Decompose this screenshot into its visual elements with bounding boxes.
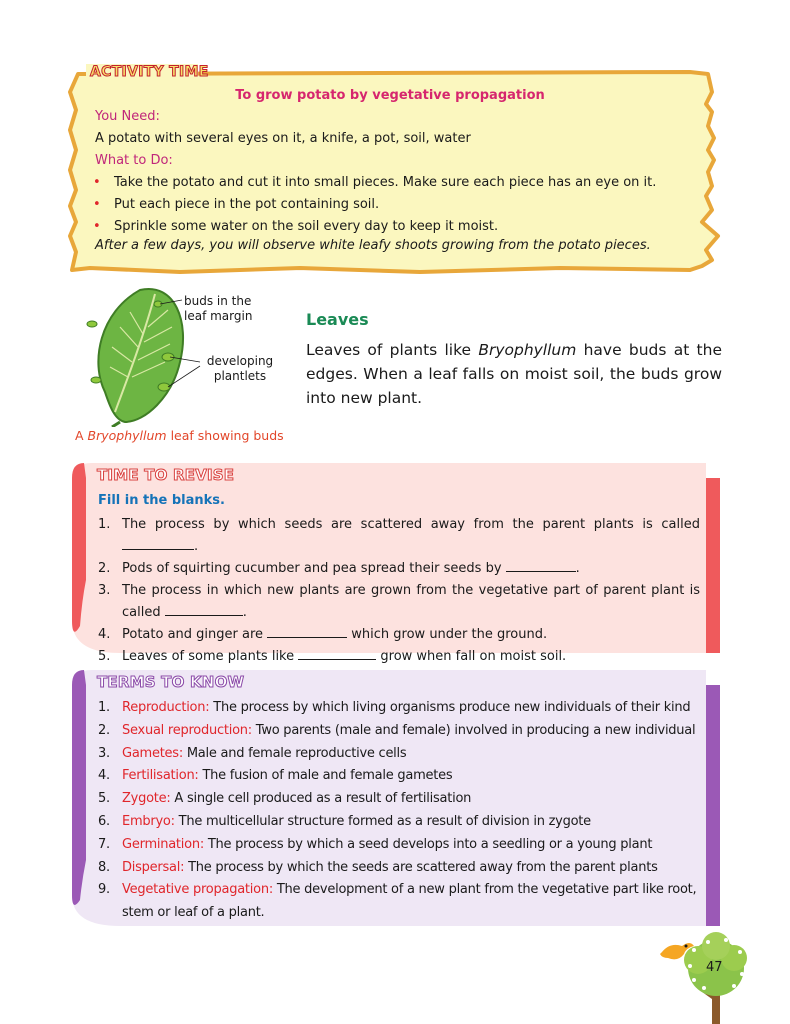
list-item	[98, 514, 700, 558]
term: Zygote:	[122, 791, 171, 807]
item-text: grow when fall on moist soil.	[376, 649, 567, 664]
definition: A single cell produced as a result of fertilisation	[170, 791, 472, 807]
revise-list	[98, 514, 700, 668]
fill-blanks-heading: Fill in the blanks.	[98, 493, 225, 508]
item-number: 7.	[98, 836, 110, 852]
definition: The process by which the seeds are scattered away from the parent plants	[184, 859, 658, 875]
item-text: which grow under the ground.	[347, 627, 548, 642]
term: Sexual reproduction:	[122, 722, 252, 738]
definition: The process by which living organisms produce new individuals of their kind	[209, 700, 691, 715]
activity-time-label: ACTIVITY TIME	[90, 64, 209, 80]
term: Embryo:	[122, 813, 175, 829]
item-number: 9.	[98, 882, 110, 898]
item-number: 5.	[98, 649, 111, 664]
definition: The process by which a seed develops into a seedling or a young plant	[203, 836, 653, 852]
blank-line	[165, 603, 243, 616]
definition: The development of a new plant from the vegetative part like root, stem or leaf of a plant.	[122, 882, 697, 921]
list-item	[98, 624, 700, 646]
item-text: The process in which new plants are grown from the vegetative part of parent plant is called	[122, 583, 700, 620]
text-part: have buds at the edges. When a leaf falls on moist soil, the buds grow into new plant.	[306, 341, 722, 407]
item-number: 1.	[98, 700, 110, 715]
text-part: Leaves of plants like	[306, 341, 479, 359]
definition: Male and female reproductive cells	[182, 745, 407, 761]
list-item	[98, 580, 700, 624]
definition: The fusion of male and female gametes	[198, 768, 453, 784]
terms-list	[98, 697, 706, 925]
item-text: .	[575, 561, 580, 576]
term: Dispersal:	[122, 859, 185, 875]
list-item	[98, 788, 706, 811]
item-number: 3.	[98, 745, 110, 761]
label-line: developing	[206, 354, 274, 368]
list-item	[98, 697, 706, 720]
page-number-tree-icon	[650, 930, 760, 1024]
list-item	[98, 811, 706, 834]
leaves-heading: Leaves	[306, 310, 369, 329]
activity-title: To grow potato by vegetative propagation	[235, 88, 545, 103]
blank-line	[122, 537, 194, 550]
time-to-revise-label: TIME TO REVISE	[97, 466, 235, 484]
item-text: Potato and ginger are	[122, 627, 268, 642]
list-item	[98, 765, 706, 788]
term: Germination:	[122, 836, 204, 852]
step-text: Sprinkle some water on the soil every day to keep it moist.	[114, 219, 499, 234]
item-text: Leaves of some plants like	[122, 649, 299, 664]
term: Vegetative propagation:	[122, 882, 273, 898]
definition: Two parents (male and female) involved in producing a new individual	[251, 722, 696, 738]
list-item	[98, 743, 706, 766]
label-line: plantlets	[213, 369, 267, 383]
list-item	[98, 558, 700, 580]
blank-line	[298, 647, 376, 660]
term: Fertilisation:	[122, 768, 199, 784]
bullet-icon: •	[93, 219, 101, 234]
item-number: 4.	[98, 627, 111, 642]
item-number: 4.	[98, 768, 110, 784]
label-line: buds in the	[184, 294, 252, 308]
caption-prefix: A	[75, 428, 88, 443]
step-text: Take the potato and cut it into small pieces. Make sure each piece has an eye on it.	[114, 175, 657, 190]
blank-line	[506, 559, 576, 572]
list-item	[98, 834, 706, 857]
caption-suffix: leaf showing buds	[166, 428, 284, 443]
text-italic: Bryophyllum	[478, 341, 577, 359]
bullet-icon: •	[93, 197, 101, 212]
you-need-text: A potato with several eyes on it, a knife, a pot, soil, water	[95, 131, 471, 146]
caption-italic: Bryophyllum	[87, 428, 167, 443]
item-number: 8.	[98, 859, 110, 875]
list-item	[98, 720, 706, 743]
terms-to-know-label: TERMS TO KNOW	[97, 673, 245, 691]
step-text: Put each piece in the pot containing soil.	[114, 197, 380, 212]
item-number: 1.	[98, 517, 111, 532]
label-line: leaf margin	[184, 309, 253, 323]
activity-note: After a few days, you will observe white leafy shoots growing from the potato pieces.	[95, 238, 651, 253]
page-number: 47	[706, 960, 723, 975]
item-text: The process by which seeds are scattered away from the parent plants is called	[122, 517, 700, 532]
item-text: .	[242, 605, 247, 620]
what-to-do-label: What to Do:	[95, 153, 173, 168]
bullet-icon: •	[93, 175, 101, 190]
item-number: 3.	[98, 583, 111, 598]
item-number: 2.	[98, 561, 111, 576]
item-number: 6.	[98, 813, 110, 829]
item-number: 5.	[98, 791, 110, 807]
term: Reproduction:	[122, 700, 210, 715]
list-item	[98, 646, 700, 668]
you-need-label: You Need:	[95, 109, 160, 124]
item-text: .	[194, 539, 199, 554]
term: Gametes:	[122, 745, 183, 761]
item-number: 2.	[98, 722, 110, 738]
list-item	[98, 857, 706, 880]
definition: The multicellular structure formed as a result of division in zygote	[174, 813, 591, 829]
item-text: Pods of squirting cucumber and pea spread their seeds by	[122, 561, 506, 576]
blank-line	[267, 625, 347, 638]
list-item	[98, 879, 706, 925]
